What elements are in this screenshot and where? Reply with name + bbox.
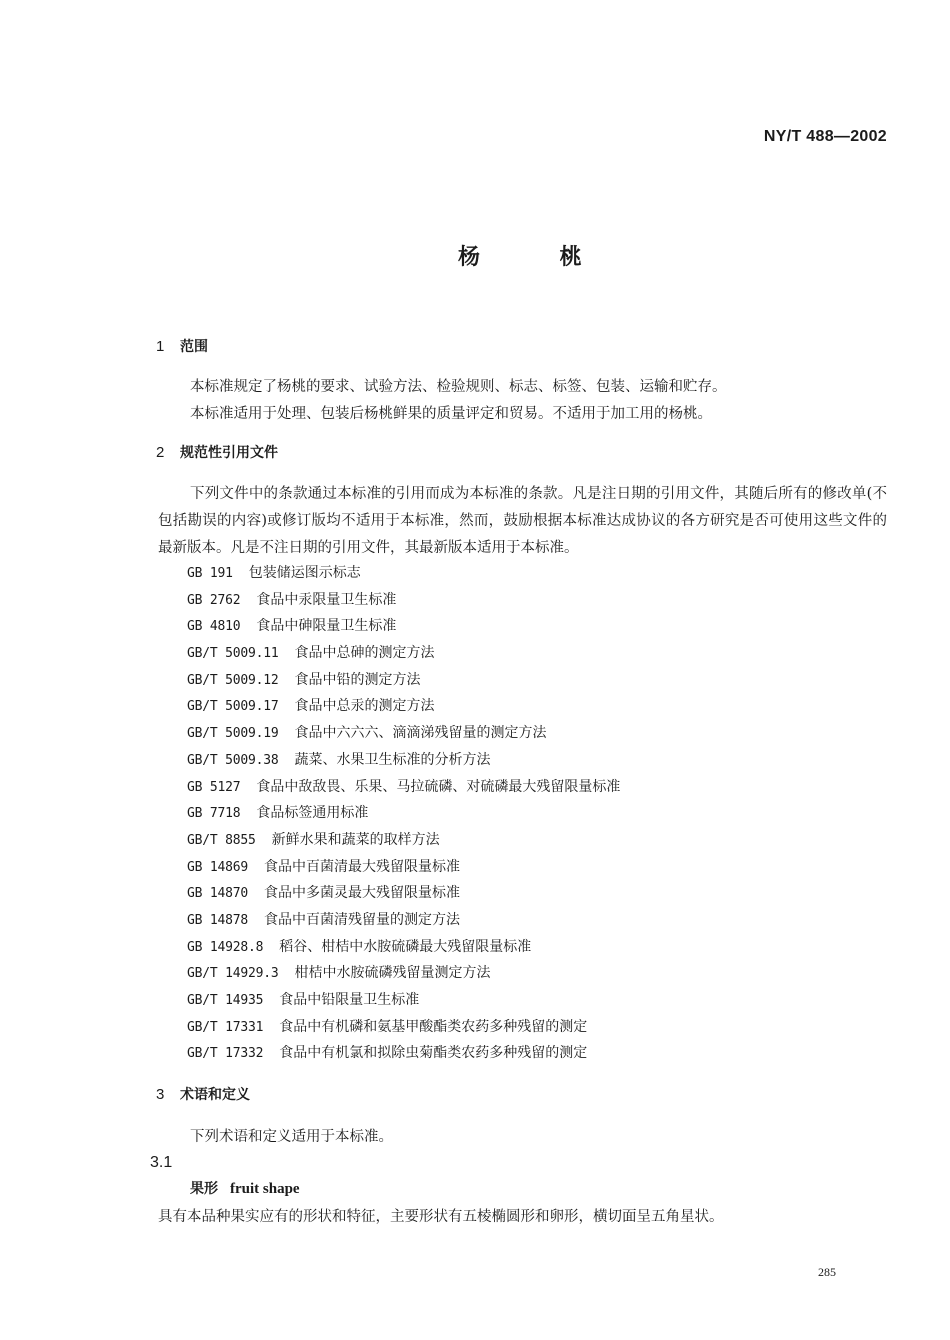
reference-item [187, 560, 877, 587]
reference-title: 食品标签通用标准 [256, 805, 369, 822]
reference-item [187, 907, 877, 934]
reference-item [187, 613, 877, 640]
reference-code: GB/T 5009.11 [187, 646, 279, 662]
reference-title: 食品中总砷的测定方法 [294, 645, 435, 662]
reference-item [187, 854, 877, 881]
reference-code: GB 191 [187, 566, 233, 581]
section-1-paragraph: 本标准适用于处理、包装后杨桃鲜果的质量评定和贸易。不适用于加工用的杨桃。 [190, 406, 712, 422]
section-1-body [158, 374, 887, 428]
reference-item [187, 747, 877, 774]
reference-code: GB 14870 [187, 886, 249, 902]
reference-code: GB 4810 [187, 619, 241, 635]
section-1-number: 1 [156, 338, 165, 355]
section-3-title: 术语和定义 [180, 1087, 250, 1103]
reference-item [187, 774, 877, 801]
reference-item [187, 1014, 877, 1041]
reference-code: GB 7718 [187, 806, 241, 822]
section-1-heading [156, 337, 208, 357]
reference-item [187, 827, 877, 854]
reference-code: GB 5127 [187, 779, 241, 795]
reference-code: GB 14928.8 [187, 939, 264, 955]
reference-item [187, 960, 877, 987]
reference-item [187, 720, 877, 747]
section-3-number: 3 [156, 1086, 165, 1103]
reference-item [187, 880, 877, 907]
reference-code: GB/T 5009.12 [187, 672, 279, 688]
reference-title: 蔬菜、水果卫生标准的分析方法 [294, 751, 491, 768]
reference-code: GB/T 17331 [187, 1019, 264, 1035]
reference-code: GB/T 5009.17 [187, 699, 279, 715]
term-heading [190, 1179, 300, 1199]
term-definition: 具有本品种果实应有的形状和特征，主要形状有五棱椭圆形和卵形，横切面呈五角星状。 [158, 1209, 724, 1225]
page-number: 285 [818, 1265, 836, 1279]
reference-title: 食品中六六六、滴滴涕残留量的测定方法 [294, 725, 547, 742]
reference-title: 食品中总汞的测定方法 [294, 698, 435, 715]
reference-code: GB/T 14935 [187, 993, 264, 1008]
page-title: 杨 桃 [458, 244, 582, 270]
section-2-number: 2 [156, 444, 165, 461]
section-2-intro: 下列文件中的条款通过本标准的引用而成为本标准的条款。凡是注日期的引用文件，其随后所有的修改单(不包括勘误的内容)或修订版均不适用于本标准，然而，鼓励根据本标准达成协议的各方研究是否可使用这些文件的最新版本。凡是不注日期的引用文件，其最新版本适用于本标准。 [158, 486, 887, 556]
reference-item [187, 987, 877, 1014]
reference-item [187, 640, 877, 667]
reference-title: 稻谷、柑桔中水胺硫磷最大残留限量标准 [279, 938, 532, 955]
document-number: NY/T 488—2002 [763, 128, 887, 145]
section-1-title: 范围 [180, 339, 208, 355]
reference-title: 食品中百菌清残留量的测定方法 [264, 911, 461, 928]
reference-list [187, 560, 877, 1067]
section-3-intro: 下列术语和定义适用于本标准。 [190, 1129, 393, 1145]
reference-title: 柑桔中水胺硫磷残留量测定方法 [294, 965, 491, 982]
reference-item [187, 667, 877, 694]
reference-code: GB 14869 [187, 859, 249, 875]
term-english: fruit shape [230, 1181, 300, 1197]
section-2-heading [156, 443, 278, 463]
clause-number: 3.1 [150, 1154, 173, 1171]
reference-title: 食品中多菌灵最大残留限量标准 [264, 885, 461, 902]
section-1-paragraph: 本标准规定了杨桃的要求、试验方法、检验规则、标志、标签、包装、运输和贮存。 [190, 379, 727, 395]
reference-code: GB/T 5009.38 [187, 752, 279, 768]
reference-code: GB/T 5009.19 [187, 726, 279, 742]
reference-code: GB/T 17332 [187, 1046, 264, 1062]
reference-item [187, 587, 877, 614]
section-3-heading [156, 1085, 250, 1105]
reference-item [187, 934, 877, 961]
reference-title: 新鲜水果和蔬菜的取样方法 [271, 831, 440, 848]
section-2-title: 规范性引用文件 [180, 445, 278, 461]
reference-title: 食品中汞限量卫生标准 [256, 591, 397, 608]
reference-item [187, 800, 877, 827]
reference-code: GB/T 14929.3 [187, 966, 279, 982]
reference-title: 食品中百菌清最大残留限量标准 [264, 858, 461, 875]
reference-title: 包装储运图示标志 [248, 565, 361, 581]
reference-title: 食品中砷限量卫生标准 [256, 618, 397, 635]
reference-title: 食品中铅限量卫生标准 [279, 992, 420, 1008]
reference-item [187, 693, 877, 720]
reference-title: 食品中有机氯和拟除虫菊酯类农药多种残留的测定 [279, 1045, 588, 1062]
term-chinese: 果形 [190, 1181, 218, 1197]
reference-code: GB 14878 [187, 912, 249, 928]
reference-title: 食品中敌敌畏、乐果、马拉硫磷、对硫磷最大残留限量标准 [256, 778, 621, 795]
reference-item [187, 1040, 877, 1067]
reference-code: GB 2762 [187, 592, 241, 608]
reference-title: 食品中铅的测定方法 [294, 671, 421, 688]
reference-code: GB/T 8855 [187, 832, 256, 848]
reference-title: 食品中有机磷和氨基甲酸酯类农药多种残留的测定 [279, 1018, 588, 1035]
